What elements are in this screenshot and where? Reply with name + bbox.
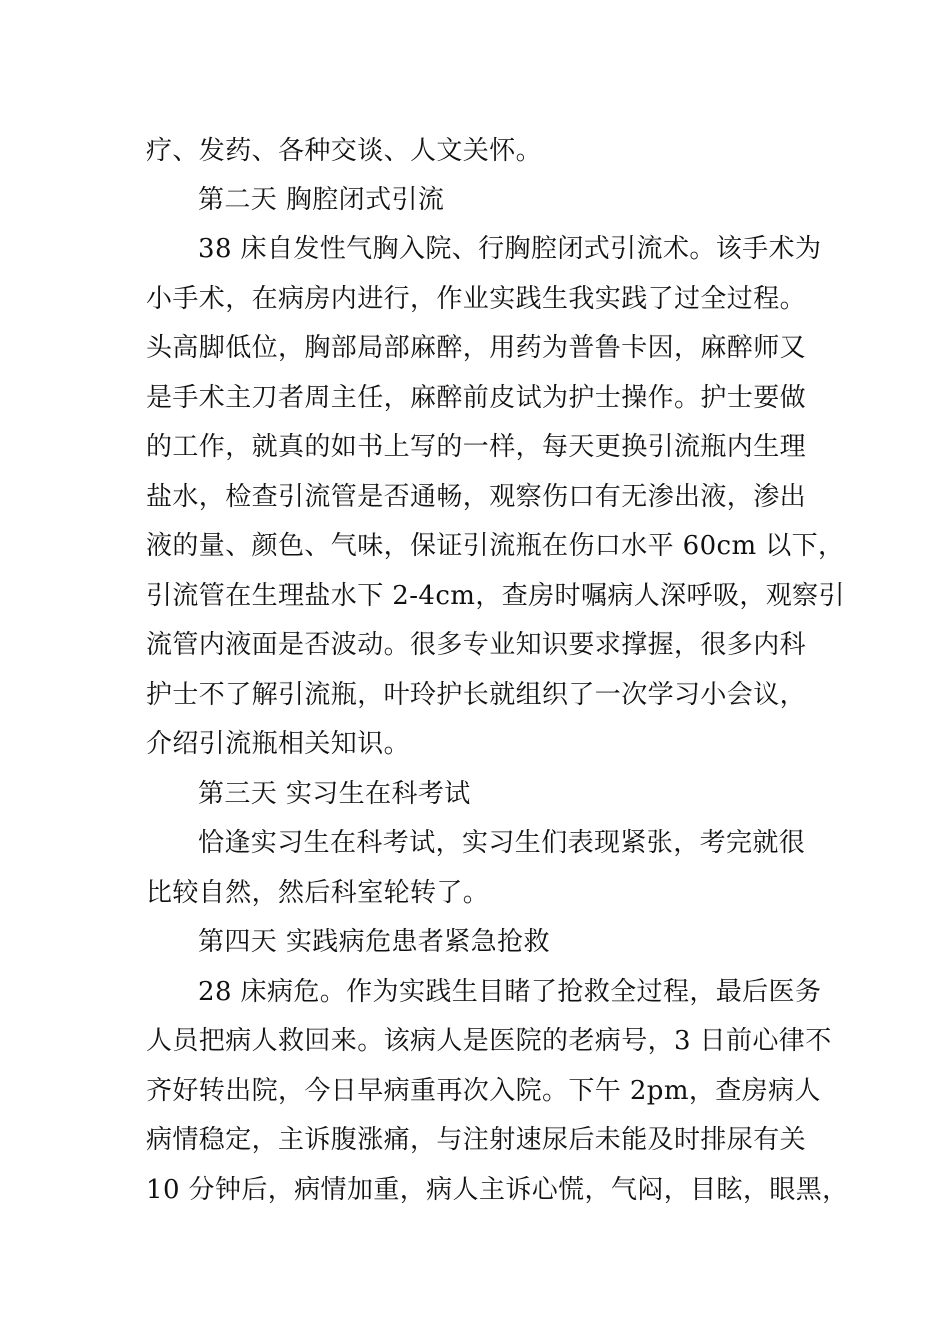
text-line: 10 分钟后，病情加重，病人主诉心慌，气闷，目眩，眼黑， (146, 1175, 849, 1205)
section-heading-day-2: 第二天 胸腔闭式引流 (198, 185, 445, 215)
text-line: 小手术，在病房内进行，作业实践生我实践了过全过程。 (146, 284, 807, 314)
paragraph-first-line: 恰逢实习生在科考试，实习生们表现紧张，考完就很 (198, 828, 806, 858)
section-heading-day-3: 第三天 实习生在科考试 (198, 779, 471, 809)
text-line: 齐好转出院，今日早病重再次入院。下午 2pm，查房病人 (146, 1076, 821, 1106)
text-line: 的工作，就真的如书上写的一样，每天更换引流瓶内生理 (146, 432, 807, 462)
paragraph-first-line: 28 床病危。作为实践生目睹了抢救全过程，最后医务 (198, 977, 822, 1007)
paragraph-first-line: 38 床自发性气胸入院、行胸腔闭式引流术。该手术为 (198, 234, 822, 264)
text-line: 护士不了解引流瓶，叶玲护长就组织了一次学习小会议， (146, 680, 807, 710)
text-line: 介绍引流瓶相关知识。 (146, 729, 411, 759)
text-line: 人员把病人救回来。该病人是医院的老病号，3 日前心律不 (146, 1026, 832, 1056)
text-line: 引流管在生理盐水下 2-4cm，查房时嘱病人深呼吸，观察引 (146, 581, 845, 611)
text-line: 液的量、颜色、气味，保证引流瓶在伤口水平 60cm 以下， (146, 531, 845, 561)
text-line: 病情稳定，主诉腹涨痛，与注射速尿后未能及时排尿有关 (146, 1125, 807, 1155)
text-line: 头高脚低位，胸部局部麻醉，用药为普鲁卡因，麻醉师又 (146, 333, 807, 363)
text-line: 是手术主刀者周主任，麻醉前皮试为护士操作。护士要做 (146, 383, 807, 413)
text-line: 比较自然，然后科室轮转了。 (146, 878, 490, 908)
section-heading-day-4: 第四天 实践病危患者紧急抢救 (198, 927, 550, 957)
text-line: 疗、发药、各种交谈、人文关怀。 (146, 136, 543, 166)
text-line: 盐水，检查引流管是否通畅，观察伤口有无渗出液，渗出 (146, 482, 807, 512)
text-line: 流管内液面是否波动。很多专业知识要求撑握，很多内科 (146, 630, 807, 660)
